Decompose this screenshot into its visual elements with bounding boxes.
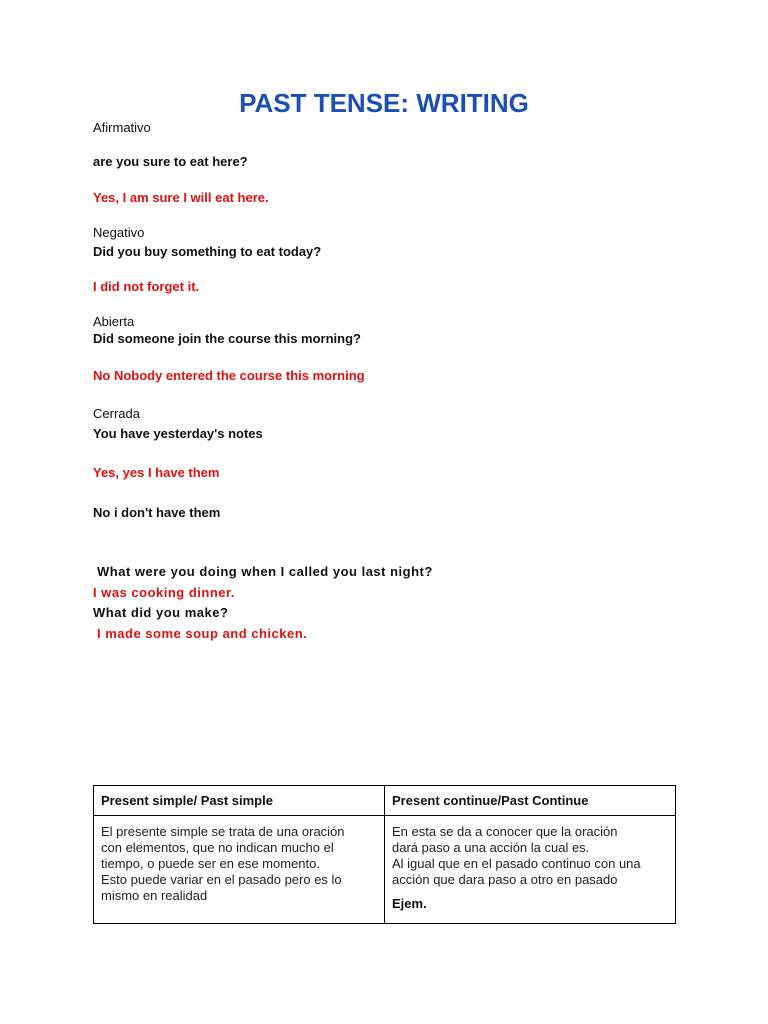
dialogue-answer-2: I made some soup and chicken. <box>97 626 308 641</box>
question-cerrada: You have yesterday's notes <box>93 426 263 441</box>
tense-comparison-table <box>93 785 676 924</box>
answer-negativo: I did not forget it. <box>93 279 200 294</box>
table-cell-present-continue <box>385 816 676 924</box>
question-abierta: Did someone join the course this morning? <box>93 331 361 346</box>
cell-text-present-simple: El presente simple se trata de una oración con elementos, que no indican mucho el tiempo, o puede ser en ese momento. Esto puede variar en el pasado pero es lo mismo en realidad <box>101 824 345 903</box>
answer-cerrada-yes: Yes, yes I have them <box>93 465 220 480</box>
table-header-present-continue: Present continue/Past Continue <box>385 786 676 816</box>
question-afirmativo: are you sure to eat here? <box>93 154 248 169</box>
page-title: PAST TENSE: WRITING <box>239 88 529 118</box>
cell-text-present-continue: En esta se da a conocer que la oración dará paso a una acción la cual es. Al igual que en el pasado continuo con una acción que dara paso a otro en pasado <box>392 824 641 887</box>
dialogue-question-1: What were you doing when I called you last night? <box>97 564 433 579</box>
dialogue-answer-1: I was cooking dinner. <box>93 585 235 600</box>
dialogue-question-2: What did you make? <box>93 605 229 620</box>
section-label-negativo: Negativo <box>93 225 145 240</box>
table-cell-present-simple <box>94 816 385 924</box>
answer-afirmativo: Yes, I am sure I will eat here. <box>93 190 269 205</box>
table-header-present-simple: Present simple/ Past simple <box>94 786 385 816</box>
question-negativo: Did you buy something to eat today? <box>93 244 322 259</box>
table-header-row <box>94 786 676 816</box>
section-label-cerrada: Cerrada <box>93 406 140 421</box>
example-label: Ejem. <box>392 896 427 911</box>
table-row <box>94 816 676 924</box>
answer-cerrada-no: No i don't have them <box>93 505 221 520</box>
section-label-afirmativo: Afirmativo <box>93 120 151 135</box>
section-label-abierta: Abierta <box>93 314 135 329</box>
answer-abierta: No Nobody entered the course this morning <box>93 368 365 383</box>
